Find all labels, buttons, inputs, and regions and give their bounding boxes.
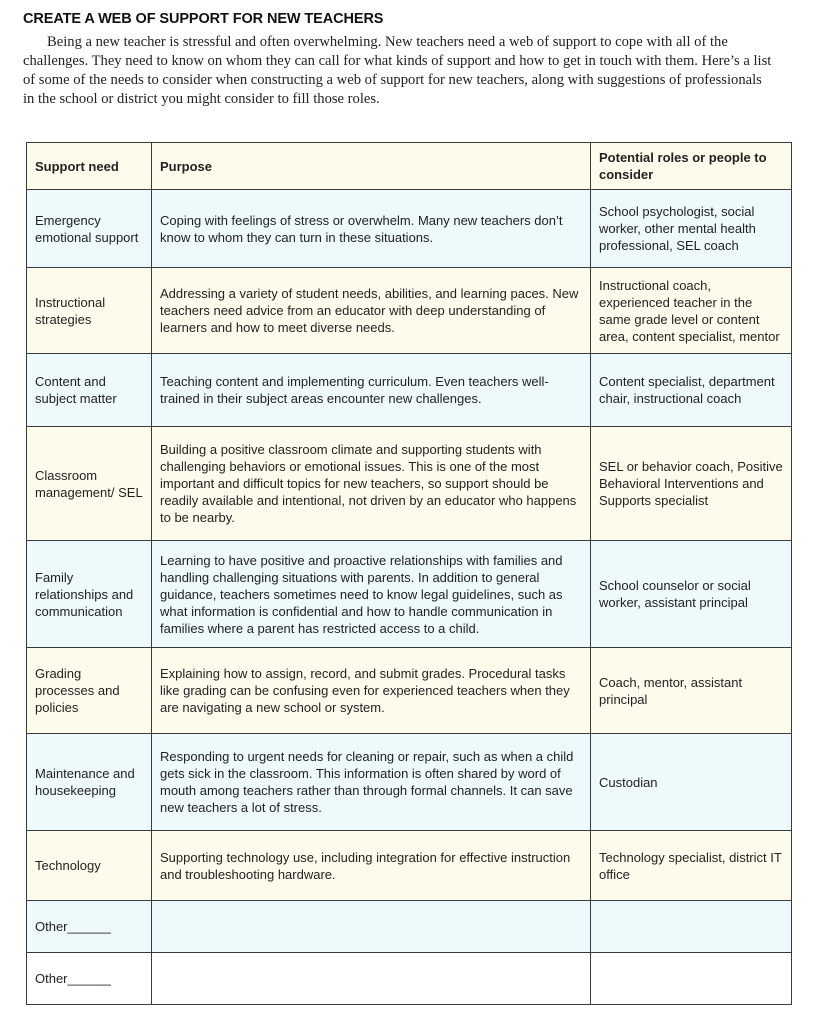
page-title: CREATE A WEB OF SUPPORT FOR NEW TEACHERS (23, 11, 384, 27)
roles-cell: Technology specialist, district IT office (591, 831, 792, 901)
roles-cell: School counselor or social worker, assistant principal (591, 541, 792, 648)
table-row (27, 427, 792, 541)
header-purpose: Purpose (152, 143, 591, 190)
roles-cell: School psychologist, social worker, other mental health professional, SEL coach (591, 190, 792, 268)
roles-cell-blank (591, 953, 792, 1005)
support-need-cell: Technology (27, 831, 152, 901)
support-need-cell: Emergency emotional support (27, 190, 152, 268)
roles-cell: Coach, mentor, assistant principal (591, 648, 792, 734)
purpose-cell-blank (152, 953, 591, 1005)
support-need-cell: Other______ (27, 901, 152, 953)
support-need-cell: Maintenance and housekeeping (27, 734, 152, 831)
purpose-cell: Learning to have positive and proactive relationships with families and handling challenging situations with parents. In addition to general guidance, teachers sometimes need to know legal guidelines, such as what information is confidential and how to handle communication in families where a parent has restricted access to a child. (152, 541, 591, 648)
table-header-row (27, 143, 792, 190)
table-row (27, 541, 792, 648)
support-need-cell: Instructional strategies (27, 268, 152, 354)
intro-paragraph: Being a new teacher is stressful and often overwhelming. New teachers need a web of support to cope with all of the challenges. They need to know on whom they can call for what kinds of support and how to get in touch with them. Here’s a list of some of the needs to consider when constructing a web of support for new teachers, along with suggestions of professionals in the school or district you might consider to fill those roles. (23, 34, 772, 107)
table-row (27, 648, 792, 734)
roles-cell: Content specialist, department chair, instructional coach (591, 354, 792, 427)
support-need-cell: Classroom management/ SEL (27, 427, 152, 541)
table-row (27, 268, 792, 354)
roles-cell: Instructional coach, experienced teacher in the same grade level or content area, content specialist, mentor (591, 268, 792, 354)
purpose-cell: Addressing a variety of student needs, abilities, and learning paces. New teachers need advice from an educator with deep understanding of learners and how to meet diverse needs. (152, 268, 591, 354)
purpose-cell: Building a positive classroom climate and supporting students with challenging behaviors or emotional issues. This is one of the most important and difficult topics for new teachers, so support should be readily available and intentional, not driven by an educator who happens to be nearby. (152, 427, 591, 541)
support-need-cell: Other______ (27, 953, 152, 1005)
support-need-cell: Family relationships and communication (27, 541, 152, 648)
support-need-cell: Content and subject matter (27, 354, 152, 427)
roles-cell-blank (591, 901, 792, 953)
purpose-cell: Responding to urgent needs for cleaning or repair, such as when a child gets sick in the classroom. This information is often shared by word of mouth among teachers rather than through formal channels. It can save new teachers a lot of stress. (152, 734, 591, 831)
table-row (27, 190, 792, 268)
table-row (27, 734, 792, 831)
table-row (27, 354, 792, 427)
support-table (26, 142, 792, 1005)
roles-cell: SEL or behavior coach, Positive Behavioral Interventions and Supports specialist (591, 427, 792, 541)
header-support-need: Support need (27, 143, 152, 190)
roles-cell: Custodian (591, 734, 792, 831)
purpose-cell: Teaching content and implementing curriculum. Even teachers well-trained in their subject areas encounter new challenges. (152, 354, 591, 427)
purpose-cell: Explaining how to assign, record, and submit grades. Procedural tasks like grading can be confusing even for experienced teachers when they are navigating a new school or system. (152, 648, 591, 734)
support-need-cell: Grading processes and policies (27, 648, 152, 734)
purpose-cell: Coping with feelings of stress or overwhelm. Many new teachers don’t know to whom they can turn in these situations. (152, 190, 591, 268)
purpose-cell-blank (152, 901, 591, 953)
table-row (27, 831, 792, 901)
purpose-cell: Supporting technology use, including integration for effective instruction and troubleshooting hardware. (152, 831, 591, 901)
table-row-blank (27, 953, 792, 1005)
table-row-blank (27, 901, 792, 953)
header-potential-roles: Potential roles or people to consider (591, 143, 792, 190)
